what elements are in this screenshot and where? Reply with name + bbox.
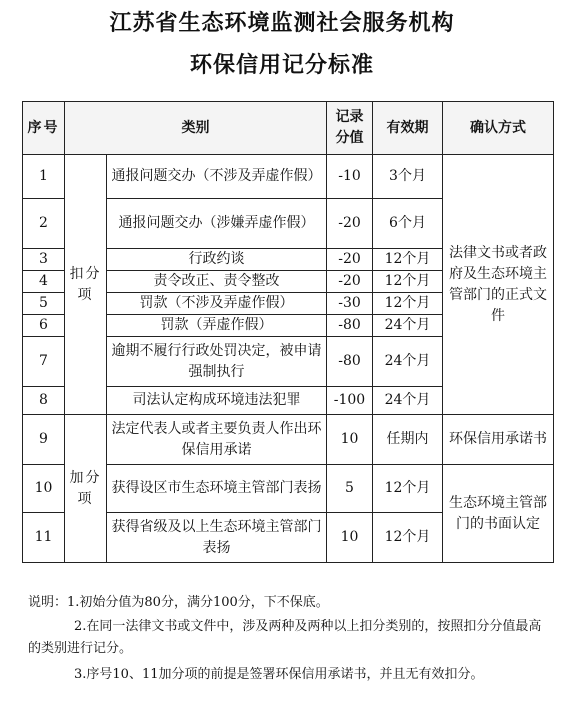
confirm-row9: 环保信用承诺书 xyxy=(443,415,554,465)
row-validity: 6个月 xyxy=(373,199,443,249)
row-item: 通报问题交办（不涉及弄虚作假） xyxy=(107,155,327,199)
row-seq: 6 xyxy=(23,315,65,337)
confirm-add: 生态环境主管部门的书面认定 xyxy=(443,465,554,563)
row-score: -20 xyxy=(327,271,373,293)
row-seq: 10 xyxy=(23,465,65,513)
row-validity: 24个月 xyxy=(373,337,443,387)
header-confirm: 确认方式 xyxy=(443,102,554,155)
row-score: 10 xyxy=(327,415,373,465)
row-score: -30 xyxy=(327,293,373,315)
row-validity: 24个月 xyxy=(373,315,443,337)
group-deduct: 扣分项 xyxy=(65,155,107,415)
row-validity: 任期内 xyxy=(373,415,443,465)
row-score: -20 xyxy=(327,249,373,271)
row-seq: 9 xyxy=(23,415,65,465)
row-seq: 2 xyxy=(23,199,65,249)
row-item: 法定代表人或者主要负责人作出环保信用承诺 xyxy=(107,415,327,465)
row-item: 罚款（弄虚作假） xyxy=(107,315,327,337)
row-validity: 12个月 xyxy=(373,465,443,513)
row-validity: 12个月 xyxy=(373,513,443,563)
row-seq: 4 xyxy=(23,271,65,293)
scoring-table xyxy=(22,101,554,563)
row-seq: 8 xyxy=(23,387,65,415)
document-subtitle: 环保信用记分标准 xyxy=(189,52,374,78)
row-item: 获得省级及以上生态环境主管部门表扬 xyxy=(107,513,327,563)
note-3: 3.序号10、11加分项的前提是签署环保信用承诺书，并且无有效扣分。 xyxy=(74,667,484,682)
row-score: -80 xyxy=(327,315,373,337)
header-category: 类别 xyxy=(65,102,327,155)
group-add: 加分项 xyxy=(65,415,107,563)
row-validity: 12个月 xyxy=(373,249,443,271)
header-validity: 有效期 xyxy=(373,102,443,155)
row-seq: 1 xyxy=(23,155,65,199)
row-score: -10 xyxy=(327,155,373,199)
row-seq: 11 xyxy=(23,513,65,563)
note-1: 说明：1.初始分值为80分，满分100分，下不保底。 xyxy=(28,595,329,610)
header-score: 记录分值 xyxy=(327,102,373,155)
table-row xyxy=(23,155,554,199)
table-header-row xyxy=(23,102,554,155)
row-item: 罚款（不涉及弄虚作假） xyxy=(107,293,327,315)
row-score: -20 xyxy=(327,199,373,249)
row-item: 通报问题交办（涉嫌弄虚作假） xyxy=(107,199,327,249)
row-validity: 3个月 xyxy=(373,155,443,199)
row-item: 司法认定构成环境违法犯罪 xyxy=(107,387,327,415)
row-seq: 7 xyxy=(23,337,65,387)
note-2: 2.在同一法律文书或文件中，涉及两种及两种以上扣分类别的，按照扣分分值最高的类别进行记分。 xyxy=(28,619,542,656)
row-score: -100 xyxy=(327,387,373,415)
row-validity: 24个月 xyxy=(373,387,443,415)
row-item: 逾期不履行行政处罚决定，被申请强制执行 xyxy=(107,337,327,387)
document-title: 江苏省生态环境监测社会服务机构 xyxy=(109,10,455,36)
table-row xyxy=(23,415,554,465)
row-seq: 5 xyxy=(23,293,65,315)
row-seq: 3 xyxy=(23,249,65,271)
row-validity: 12个月 xyxy=(373,271,443,293)
row-item: 行政约谈 xyxy=(107,249,327,271)
row-score: -80 xyxy=(327,337,373,387)
header-seq: 序号 xyxy=(23,102,65,155)
confirm-deduct: 法律文书或者政府及生态环境主管部门的正式文件 xyxy=(443,155,554,415)
row-item: 获得设区市生态环境主管部门表扬 xyxy=(107,465,327,513)
row-item: 责令改正、责令整改 xyxy=(107,271,327,293)
row-validity: 12个月 xyxy=(373,293,443,315)
row-score: 10 xyxy=(327,513,373,563)
row-score: 5 xyxy=(327,465,373,513)
